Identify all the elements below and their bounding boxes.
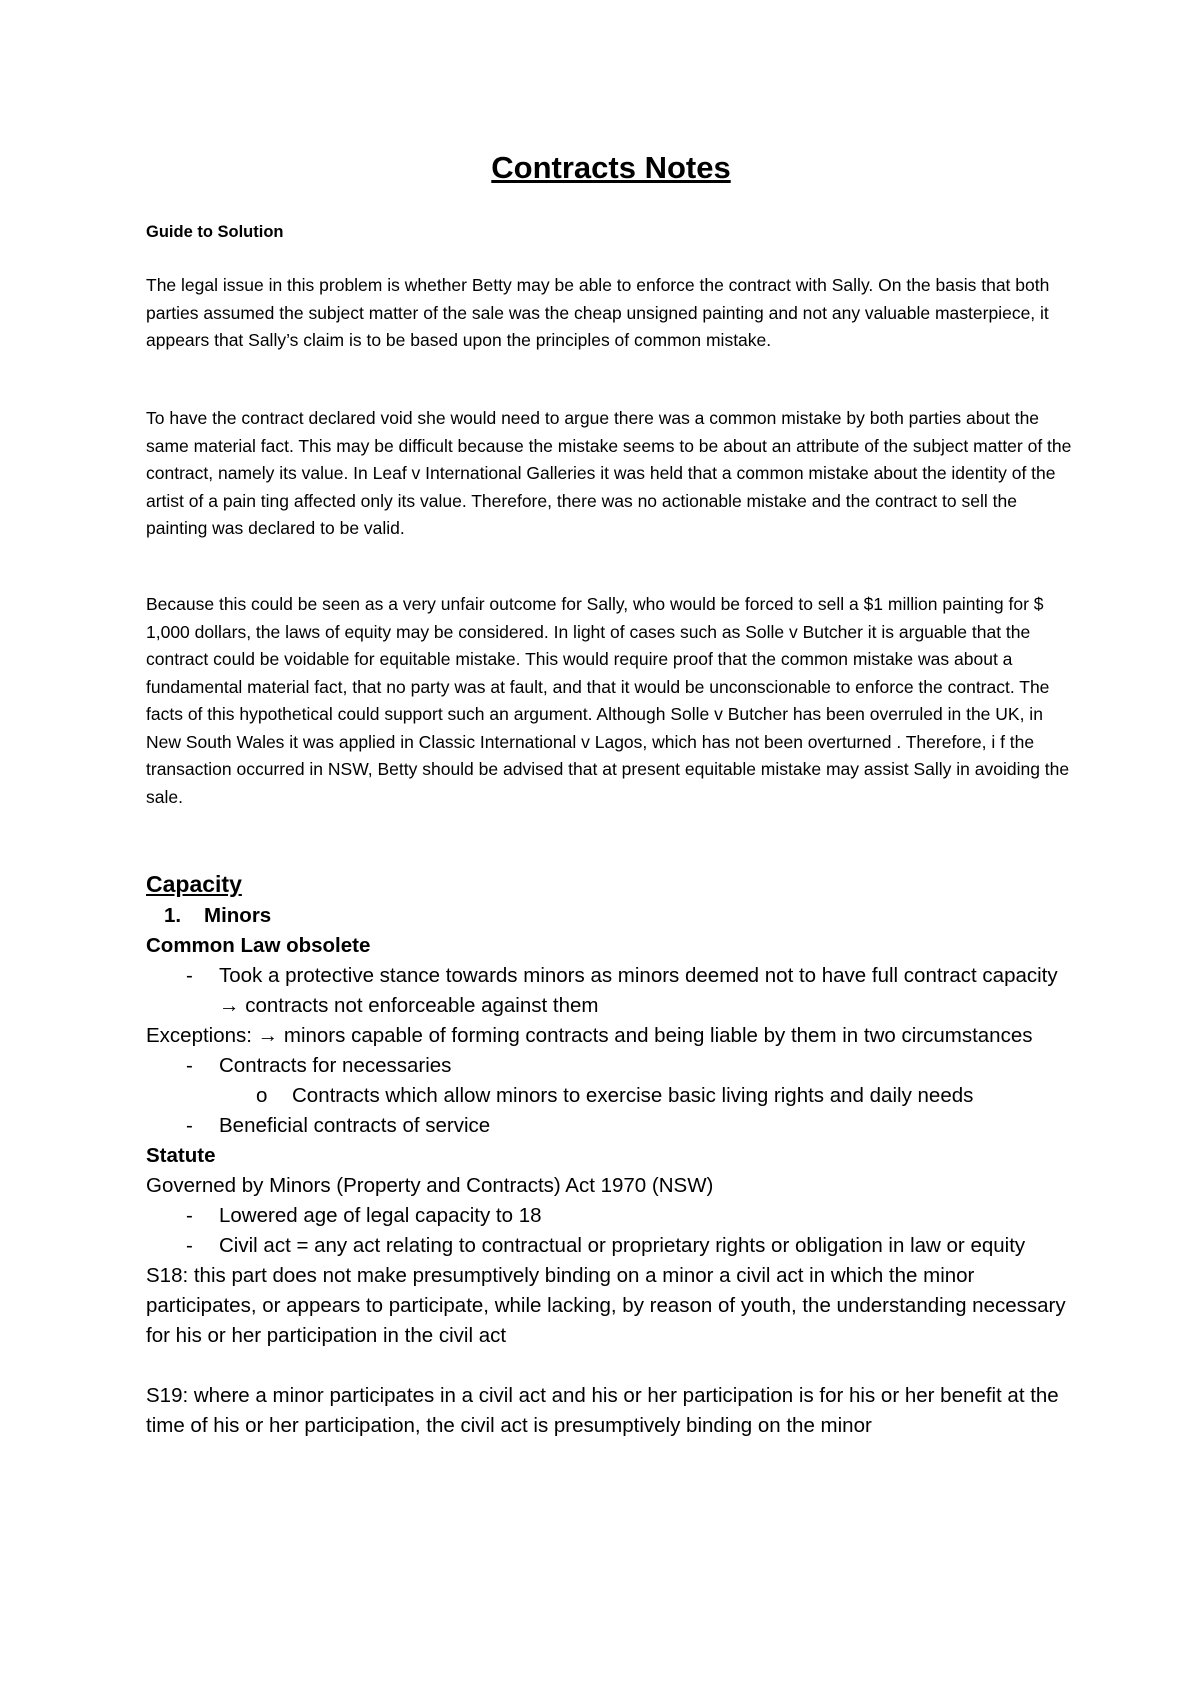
statute-age-point: Lowered age of legal capacity to 18 [219, 1204, 542, 1227]
list-item [146, 1111, 1076, 1141]
statute-governed-line: Governed by Minors (Property and Contracts) Act 1970 (NSW) [146, 1174, 714, 1197]
paragraph-equitable-mistake: Because this could be seen as a very unfair outcome for Sally, who would be forced to sell a $1 million painting for $ 1,000 dollars, the laws of equity may be considered. In light of cases such as Solle v Butcher it is arguable that the contract could be voidable for equitable mistake. This would require proof that the common mistake was about a fundamental material fact, that no party was at fault, and that it would be unconscionable to enforce the contract. The facts of this hypothetical could support such an argument. Although Solle v Butcher has been overruled in the UK, in New South Wales it was applied in Classic International v Lagos, which has not been overturned . Therefore, i f the transaction occurred in NSW, Betty should be advised that at present equitable mistake may assist Sally in avoiding the sale. [146, 594, 1070, 807]
exception-necessaries-detail: Contracts which allow minors to exercise basic living rights and daily needs [292, 1084, 974, 1107]
numbered-item-minors [146, 901, 1076, 931]
dash-marker: - [186, 1054, 193, 1077]
common-law-heading: Common Law obsolete [146, 934, 371, 957]
paragraph-legal-issue: The legal issue in this problem is whether Betty may be able to enforce the contract with Sally. On the basis that both parties assumed the subject matter of the sale was the cheap unsigned painting and not any valuable masterpiece, it appears that Sally’s claim is to be based upon the principles of common mistake. [146, 275, 1050, 350]
dash-marker: - [186, 964, 193, 987]
paragraph-common-mistake: To have the contract declared void she would need to argue there was a common mistake by both parties about the same material fact. This may be difficult because the mistake seems to be about an attribute of the subject matter of the contract, namely its value. In Leaf v International Galleries it was held that a common mistake about the identity of the artist of a pain ting affected only its value. Therefore, there was no actionable mistake and the contract to sell the painting was declared to be valid. [146, 408, 1072, 538]
dash-marker: - [186, 1204, 193, 1227]
capacity-notes [146, 867, 1076, 1441]
exception-necessaries: Contracts for necessaries [219, 1054, 452, 1077]
common-law-point: Took a protective stance towards minors as minors deemed not to have full contract capacity → contracts not enforceable against them [219, 964, 1058, 1017]
exceptions-line: Exceptions: → minors capable of forming contracts and being liable by them in two circumstances [146, 1024, 1033, 1047]
sub-bullet-marker: o [256, 1084, 268, 1107]
statute-heading: Statute [146, 1144, 216, 1167]
document-title: Contracts Notes [491, 150, 731, 185]
sub-list-item [146, 1081, 1076, 1111]
dash-marker: - [186, 1234, 193, 1257]
list-item [146, 961, 1076, 1021]
statute-civil-act-point: Civil act = any act relating to contractual or proprietary rights or obligation in law or equity [219, 1234, 1026, 1257]
spacer [146, 1351, 1076, 1381]
section-18-text: S18: this part does not make presumptively binding on a minor a civil act in which the minor participates, or appears to participate, while lacking, by reason of youth, the understanding necessary for his or her participation in the civil act [146, 1264, 1066, 1347]
list-item [146, 1051, 1076, 1081]
item-number: 1. [164, 904, 182, 927]
guide-heading: Guide to Solution [146, 223, 284, 241]
capacity-heading: Capacity [146, 871, 242, 897]
dash-marker: - [186, 1114, 193, 1137]
exception-beneficial-contracts: Beneficial contracts of service [219, 1114, 491, 1137]
section-19-text: S19: where a minor participates in a civil act and his or her participation is for his or her benefit at the time of his or her participation, the civil act is presumptively binding on the minor [146, 1384, 1059, 1437]
list-item [146, 1231, 1076, 1261]
item-label: Minors [204, 904, 272, 927]
list-item [146, 1201, 1076, 1231]
